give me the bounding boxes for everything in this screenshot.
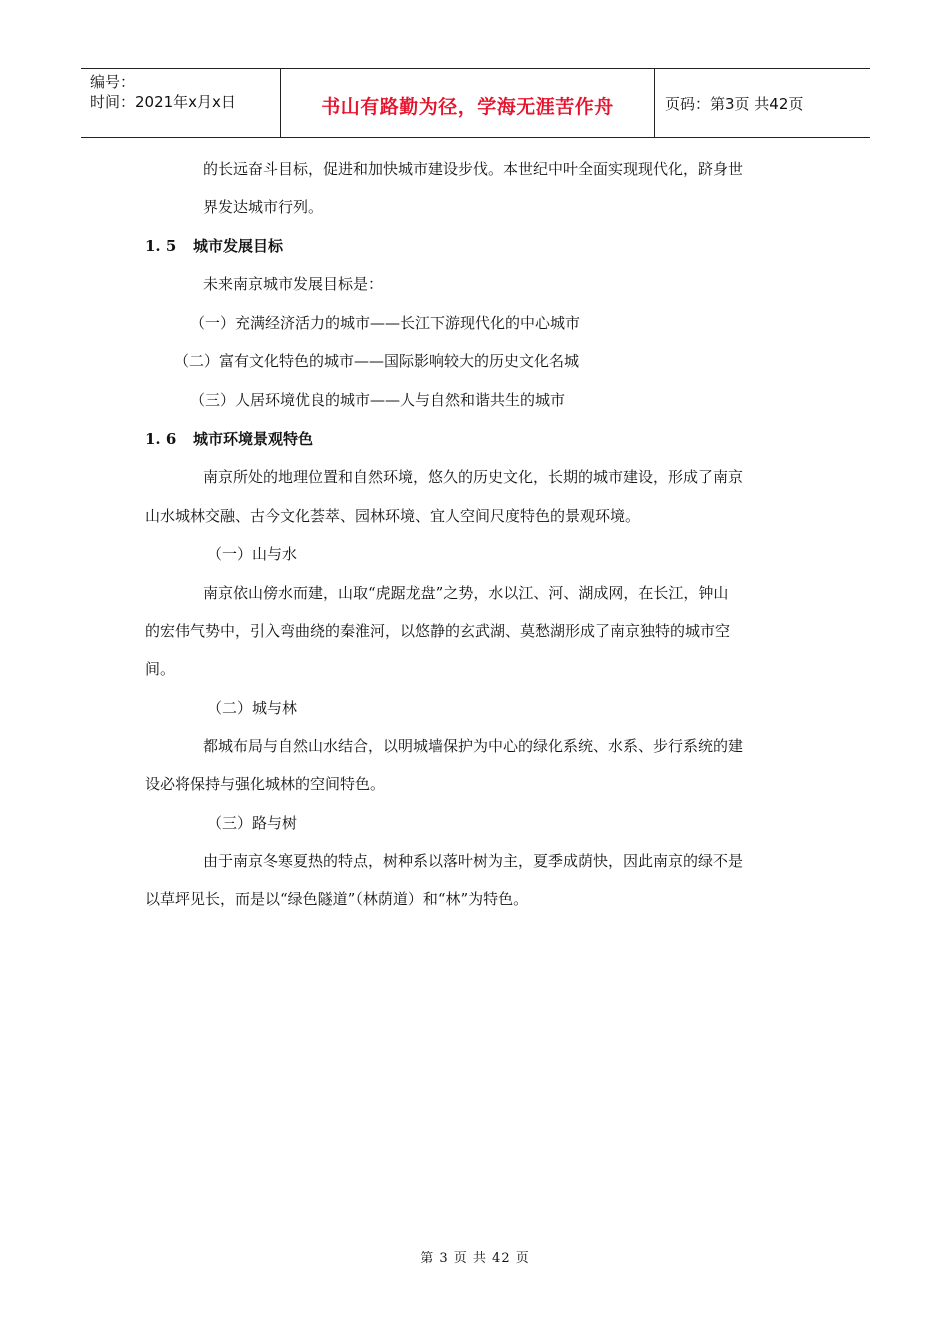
paragraph-line: 南京依山傍水而建，山取“虎踞龙盘”之势，水以江、河、湖成网，在长江，钟山 xyxy=(203,584,729,602)
paragraph-line: 未来南京城市发展目标是： xyxy=(203,275,384,293)
paragraph-line: 设必将保持与强化城林的空间特色。 xyxy=(145,775,386,793)
paragraph-line: 由于南京冬寒夏热的特点，树种系以落叶树为主，夏季成荫快，因此南京的绿不是 xyxy=(203,852,744,870)
section-heading-1-5 xyxy=(145,236,283,256)
paragraph-line: 的宏伟气势中，引入弯曲绕的秦淮河，以悠静的玄武湖、莫愁湖形成了南京独特的城市空 xyxy=(145,622,731,640)
goal-item: （三）人居环境优良的城市——人与自然和谐共生的城市 xyxy=(190,391,566,409)
header-page-info: 页码：第3页 共42页 xyxy=(665,94,804,113)
paragraph-line: 都城布局与自然山水结合，以明城墙保护为中心的绿化系统、水系、步行系统的建 xyxy=(203,737,744,755)
header-meta xyxy=(81,69,281,137)
section-title: 城市环境景观特色 xyxy=(193,430,314,448)
paragraph-line: 以草坪见长，而是以“绿色隧道”（林荫道）和“林”为特色。 xyxy=(145,890,529,908)
paragraph-line: 南京所处的地理位置和自然环境，悠久的历史文化，长期的城市建设，形成了南京 xyxy=(203,468,744,486)
page-header xyxy=(81,68,870,138)
goal-item: （二）富有文化特色的城市——国际影响较大的历史文化名城 xyxy=(174,352,580,370)
time-label: 时间：2021年x月x日 xyxy=(90,93,236,111)
code-label: 编号： xyxy=(90,73,136,91)
subsection-heading: （一）山与水 xyxy=(207,545,298,563)
header-motto-cell xyxy=(281,69,655,137)
section-heading-1-6 xyxy=(145,429,313,449)
section-number: 1. 5 xyxy=(145,237,177,255)
paragraph-line: 间。 xyxy=(145,660,176,678)
subsection-heading: （二）城与林 xyxy=(207,699,298,717)
paragraph-line: 山水城林交融、古今文化荟萃、园林环境、宜人空间尺度特色的景观环境。 xyxy=(145,507,641,525)
paragraph-line: 界发达城市行列。 xyxy=(203,198,324,216)
subsection-heading: （三）路与树 xyxy=(207,814,298,832)
paragraph-line: 的长远奋斗目标，促进和加快城市建设步伐。本世纪中叶全面实现现代化，跻身世 xyxy=(203,160,744,178)
section-title: 城市发展目标 xyxy=(193,237,284,255)
goal-item: （一）充满经济活力的城市——长江下游现代化的中心城市 xyxy=(190,314,581,332)
page-footer: 第 3 页 共 42 页 xyxy=(420,1251,530,1266)
section-number: 1. 6 xyxy=(145,430,177,448)
motto-text: 书山有路勤为径，学海无涯苦作舟 xyxy=(321,95,614,118)
